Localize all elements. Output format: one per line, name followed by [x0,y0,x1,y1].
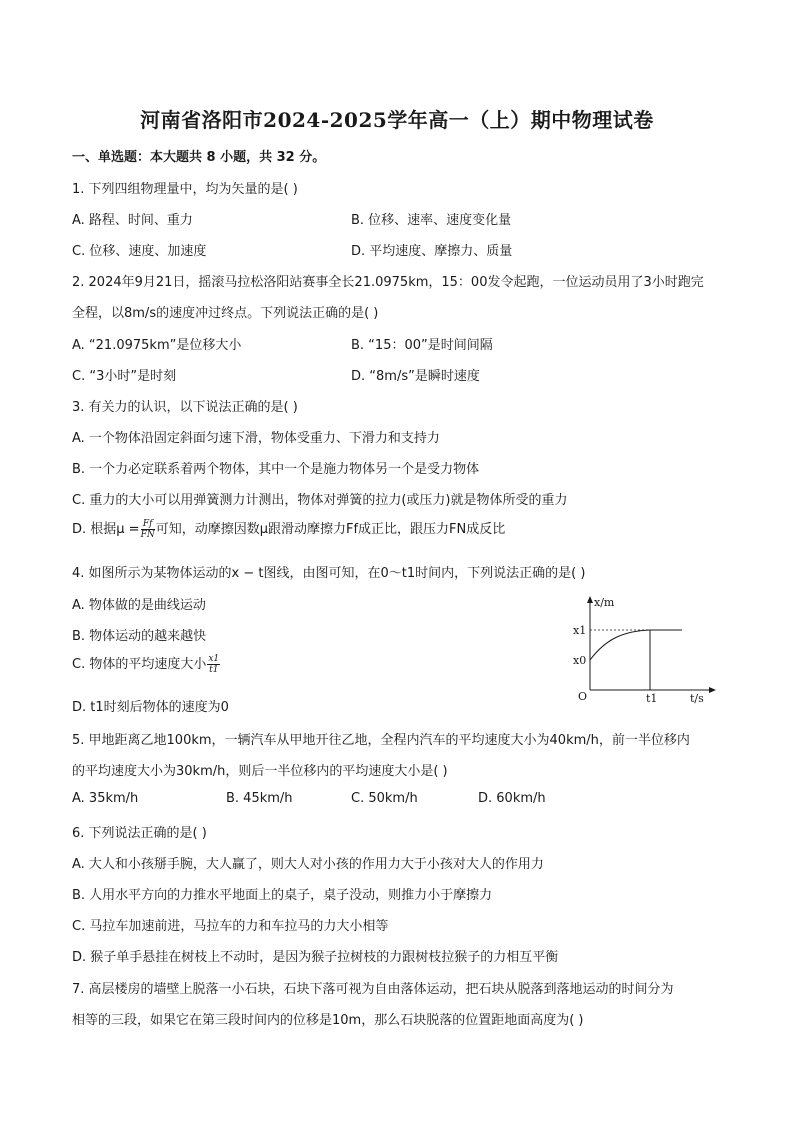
q6-option-c: C. 马拉车加速前进，马拉车的力和车拉马的力大小相等 [72,919,389,934]
q3-option-d [72,518,505,540]
position-curve [590,630,650,660]
q6-option-d: D. 猴子单手悬挂在树枝上不动时，是因为猴子拉树枝的力跟树枝拉猴子的力相互平衡 [72,950,559,965]
fraction-denominator: t1 [209,665,219,675]
x1-label: x1 [573,624,587,637]
fraction-numerator: x1 [208,654,220,664]
fraction-numerator: Ff [141,519,155,530]
question-2-stem-line2: 全程，以8m/s的速度冲过终点。下列说法正确的是( ) [72,306,379,321]
question-7-stem-line2: 相等的三段，如果它在第三段时间内的位移是10m，那么石块脱落的位置距地面高度为( ) [72,1013,584,1028]
q4-option-a: A. 物体做的是曲线运动 [72,598,206,613]
question-2-stem-line1: 2. 2024年9月21日，摇滚马拉松洛阳站赛事全长21.0975km，15：00发令起跑，一位运动员用了3小时跑完 [72,275,704,290]
section-heading: 一、单选题：本大题共 8 小题，共 32 分。 [72,150,326,165]
question-5-stem-line2: 的平均速度大小为30km/h，则后一半位移内的平均速度大小是( ) [72,764,448,779]
x-axis-arrow [709,687,716,693]
q5-option-b: B. 45km/h [226,791,293,806]
q4-option-b: B. 物体运动的越来越快 [72,629,207,644]
q5-option-a: A. 35km/h [72,791,139,806]
q2-option-c: C. “3小时”是时刻 [72,369,177,384]
q6-option-b: B. 人用水平方向的力推水平地面上的桌子，桌子没动，则推力小于摩擦力 [72,888,493,903]
q3-option-b: B. 一个力必定联系着两个物体，其中一个是施力物体另一个是受力物体 [72,462,480,477]
q1-option-a: A. 路程、时间、重力 [72,213,193,228]
friction-coefficient-fraction [141,519,155,540]
q4-option-c-text: C. 物体的平均速度大小 [72,657,207,672]
question-3-stem: 3. 有关力的认识，以下说法正确的是( ) [72,400,298,415]
question-7-stem-line1: 7. 高层楼房的墙壁上脱落一小石块，石块下落可视为自由落体运动，把石块从脱落到落地运动的时间分为 [72,982,674,997]
question-5-stem-line1: 5. 甲地距离乙地100km，一辆汽车从甲地开往乙地，全程内汽车的平均速度大小为40km/h，前一半位移内 [72,733,690,748]
q3-option-d-prefix: D. 根据μ = [72,522,140,537]
y-axis-arrow [587,596,593,603]
x0-label: x0 [573,654,587,667]
q3-option-d-suffix: 可知，动摩擦因数μ跟滑动摩擦力Ff成正比，跟压力FN成反比 [155,522,506,537]
q3-option-a: A. 一个物体沿固定斜面匀速下滑，物体受重力、下滑力和支持力 [72,431,440,446]
fraction-denominator: FN [140,530,155,540]
q5-option-d: D. 60km/h [478,791,546,806]
origin-label: O [578,690,588,703]
q2-option-b: B. “15：00”是时间间隔 [351,338,493,353]
q6-option-a: A. 大人和小孩掰手腕，大人赢了，则大人对小孩的作用力大于小孩对大人的作用力 [72,857,544,872]
average-velocity-fraction [207,654,220,675]
q3-option-c: C. 重力的大小可以用弹簧测力计测出，物体对弹簧的拉力(或压力)就是物体所受的重力 [72,493,568,508]
question-4-stem: 4. 如图所示为某物体运动的x − t图线，由图可知，在0～t1时间内，下列说法正确的是( ) [72,566,586,581]
question-6-stem: 6. 下列说法正确的是( ) [72,826,207,841]
t1-label: t1 [646,692,658,705]
question-1-stem: 1. 下列四组物理量中，均为矢量的是( ) [72,182,298,197]
x-axis-label: t/s [690,692,704,705]
q4-option-d: D. t1时刻后物体的速度为0 [72,700,229,715]
q2-option-d: D. “8m/s”是瞬时速度 [351,369,480,384]
x-t-graph [560,590,720,710]
page-title: 河南省洛阳市2024-2025学年高一（上）期中物理试卷 [140,108,654,132]
q5-option-c: C. 50km/h [351,791,418,806]
q2-option-a: A. “21.0975km”是位移大小 [72,338,242,353]
q1-option-b: B. 位移、速率、速度变化量 [351,213,512,228]
q1-option-c: C. 位移、速度、加速度 [72,244,207,259]
q1-option-d: D. 平均速度、摩擦力、质量 [351,244,513,259]
y-axis-label: x/m [594,596,615,609]
q4-option-c [72,653,221,675]
